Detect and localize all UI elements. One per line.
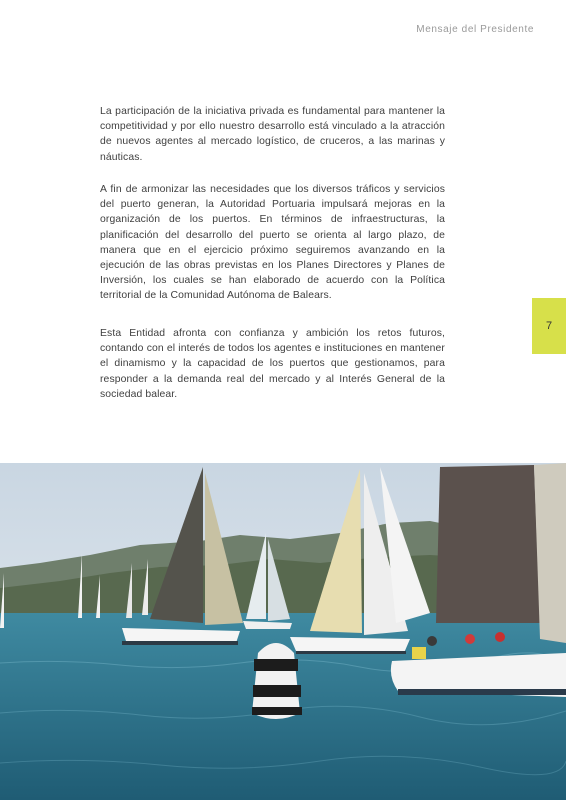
section-header-title: Mensaje del Presidente [416, 24, 534, 35]
sailing-regatta-photo [0, 463, 566, 800]
body-paragraph-2: A fin de armonizar las necesidades que los diversos tráficos y servicios del puerto generan, la Autoridad Portuaria impulsará mejoras en la organización de los puertos. En términos de infraestructuras, la planificación del desarrollo del puerto se orienta al largo plazo, de manera que en el ejercicio próximo seguiremos avanzando en la ejecución de las obras previstas en los Planes Directores y Planes de Inversión, los cuales se han elaborado de acuerdo con la Política territorial de la Comunidad Autónoma de Balears. [100, 184, 445, 302]
page-number-tab [532, 298, 566, 354]
page-number: 7 [545, 320, 553, 332]
regatta-illustration [0, 463, 566, 800]
body-paragraph-3: Esta Entidad afronta con confianza y ambición los retos futuros, contando con el interés de todos los agentes e instituciones en mantener el dinamismo y la capacidad de los puertos que gestionamos, para responder a la demanda real del mercado y al Interés General de la sociedad balear. [100, 328, 445, 400]
body-paragraph-1: La participación de la iniciativa privada es fundamental para mantener la competitividad y por ello nuestro desarrollo está vinculado a la atracción de nuevos agentes al mercado logístico, de cruceros, a las marinas y náuticas. [100, 106, 445, 163]
